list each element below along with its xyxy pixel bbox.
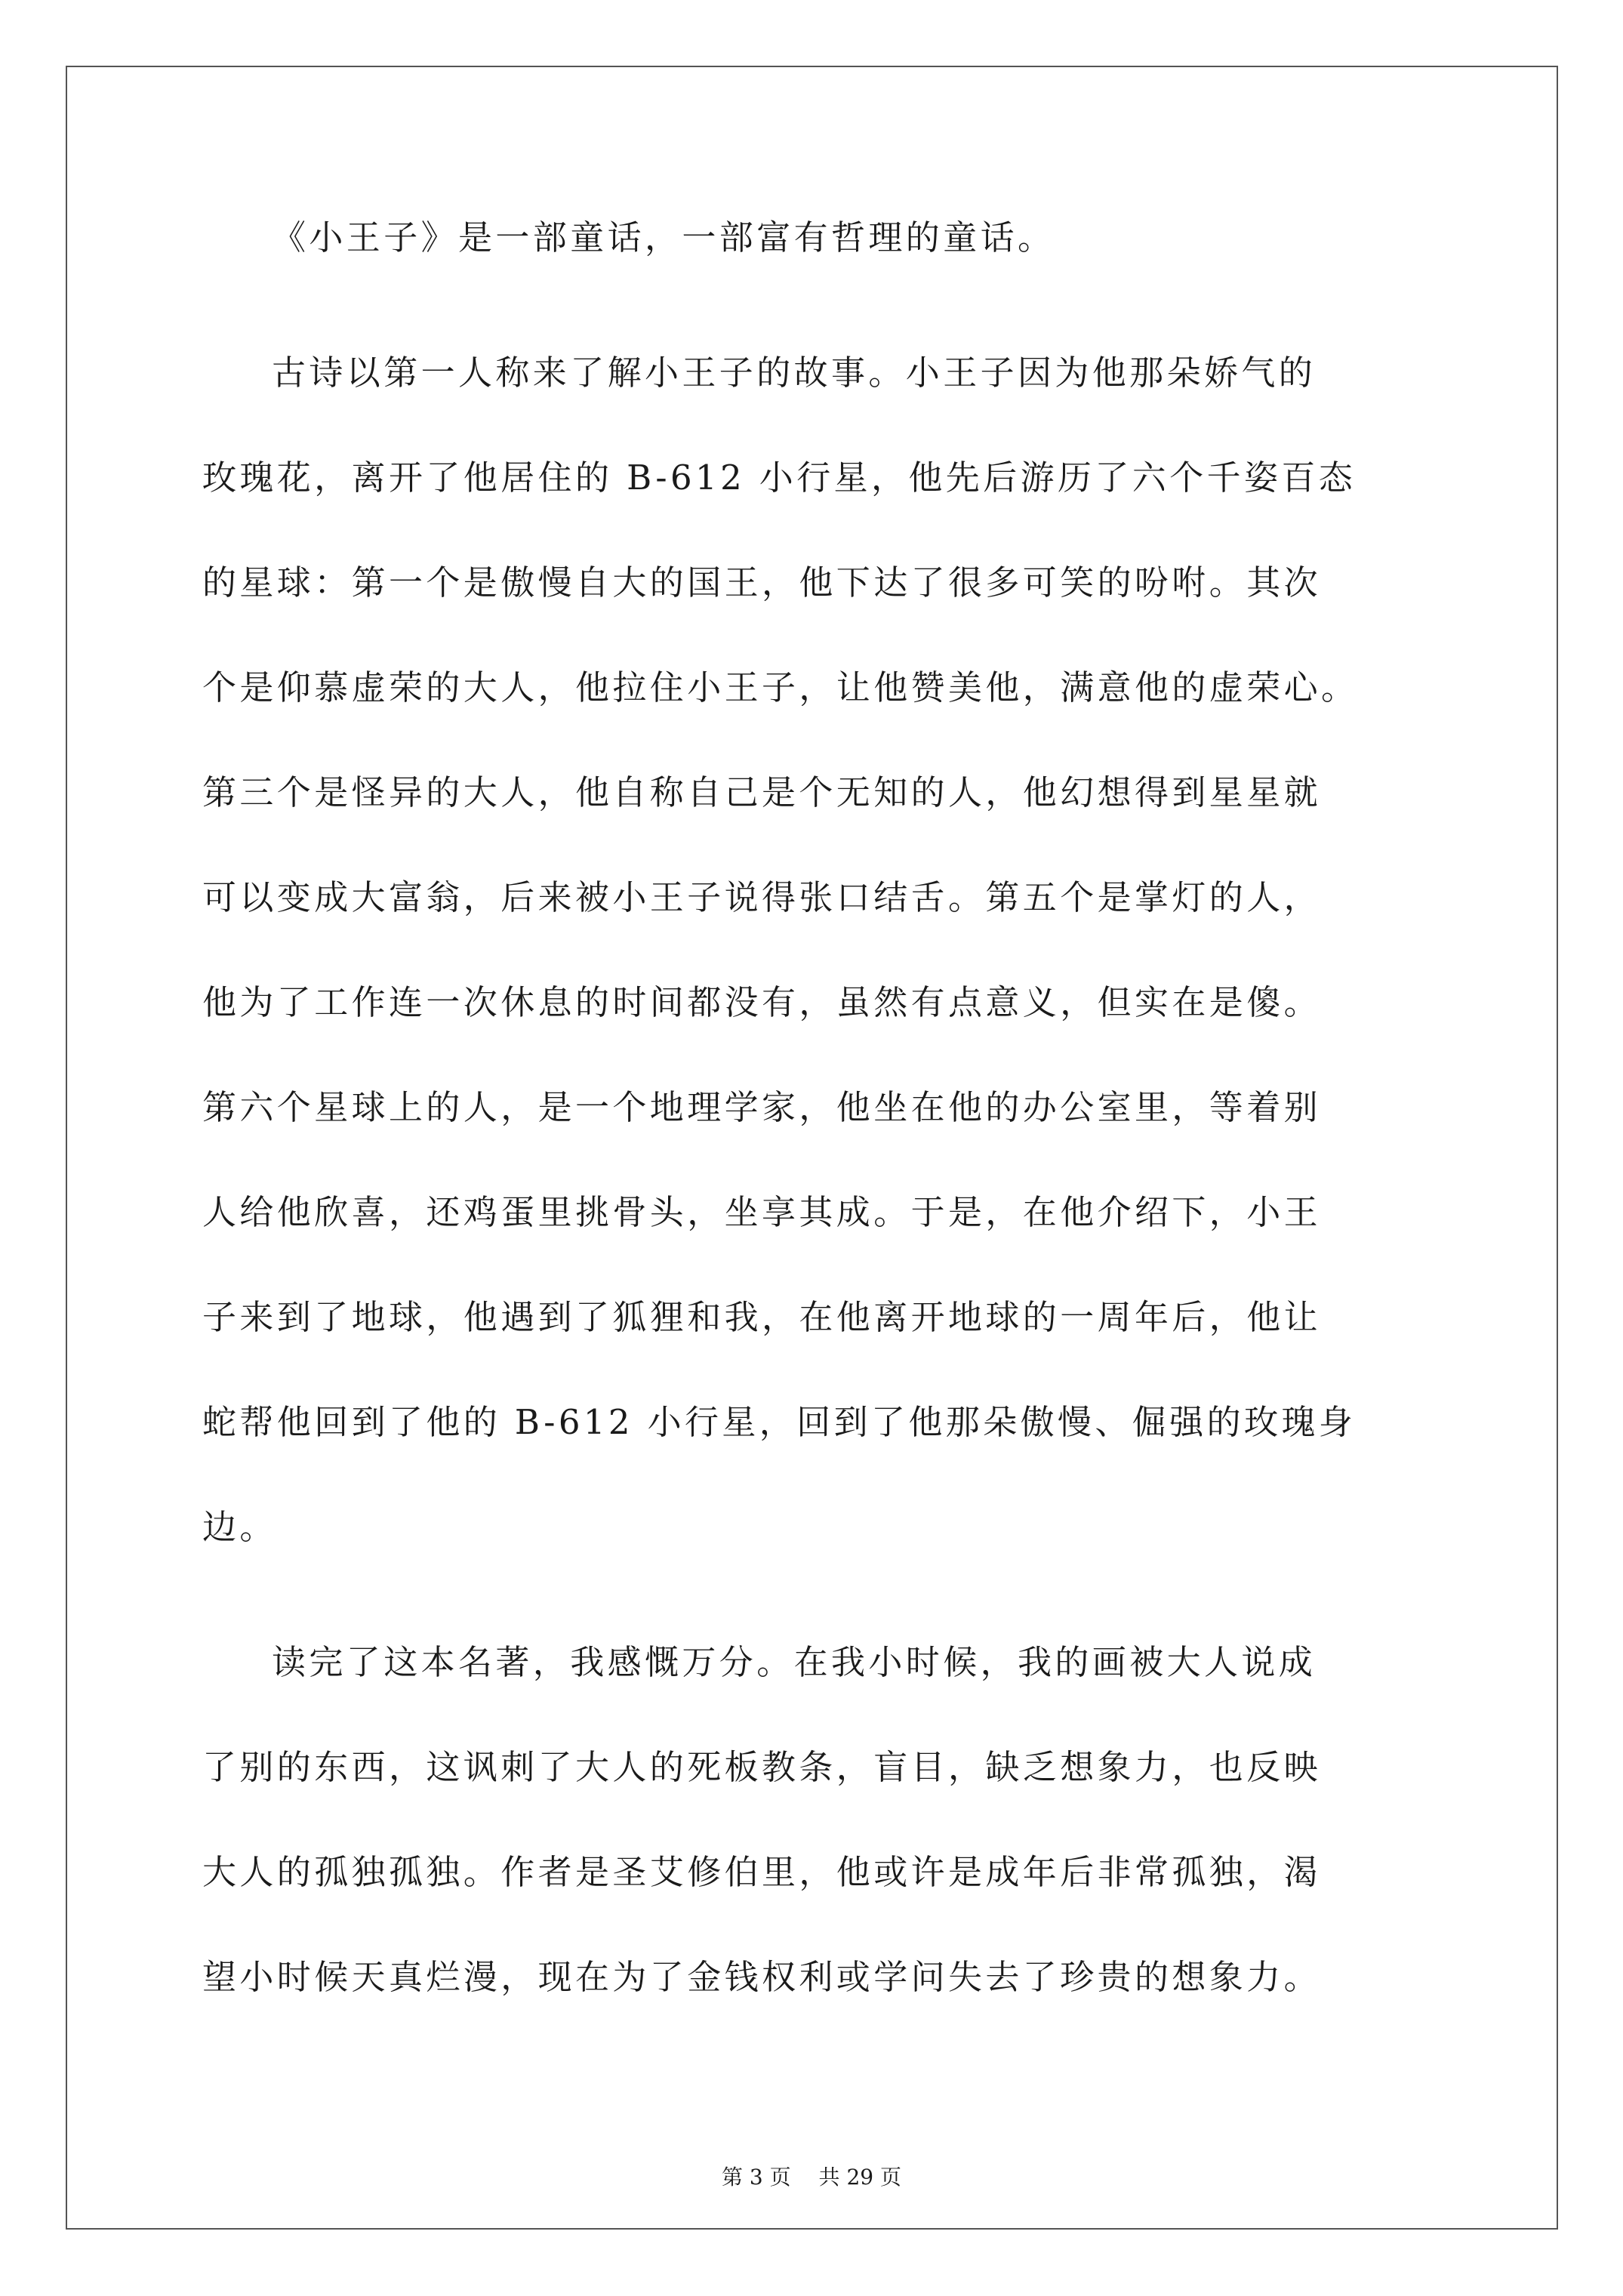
paragraph-2-line-7: 他为了工作连一次休息的时间都没有，虽然有点意义，但实在是傻。 xyxy=(202,982,1322,1022)
paragraph-3-line-1: 读完了这本名著，我感慨万分。在我小时候，我的画被大人说成 xyxy=(272,1642,1317,1682)
paragraph-2-line-2: 玫瑰花，离开了他居住的 B-612 小行星，他先后游历了六个千姿百态 xyxy=(202,458,1357,498)
paragraph-2-line-12: 边。 xyxy=(202,1507,277,1547)
paragraph-2-line-11: 蛇帮他回到了他的 B-612 小行星，回到了他那朵傲慢、倔强的玫瑰身 xyxy=(202,1402,1357,1442)
page-footer xyxy=(0,2161,1623,2191)
paragraph-2-line-10: 子来到了地球，他遇到了狐狸和我，在他离开地球的一周年后，他让 xyxy=(202,1297,1322,1337)
paragraph-2-line-3: 的星球：第一个是傲慢自大的国王，他下达了很多可笑的吩咐。其次 xyxy=(202,562,1322,603)
paragraph-2-line-5: 第三个是怪异的大人，他自称自己是个无知的人，他幻想得到星星就 xyxy=(202,772,1322,812)
paragraph-1-line-1: 《小王子》是一部童话，一部富有哲理的童话。 xyxy=(272,217,1055,257)
paragraph-2-line-4: 个是仰慕虚荣的大人，他拉住小王子，让他赞美他，满意他的虚荣心。 xyxy=(202,667,1359,707)
paragraph-2-line-8: 第六个星球上的人，是一个地理学家，他坐在他的办公室里，等着别 xyxy=(202,1087,1322,1127)
total-pages: 共 29 页 xyxy=(818,2165,901,2190)
paragraph-3-line-3: 大人的孤独孤独。作者是圣艾修伯里，他或许是成年后非常孤独，渴 xyxy=(202,1852,1322,1892)
page-number: 第 3 页 xyxy=(722,2165,791,2190)
paragraph-2-line-9: 人给他欣喜，还鸡蛋里挑骨头，坐享其成。于是，在他介绍下，小王 xyxy=(202,1192,1322,1232)
document-body xyxy=(202,185,1425,2029)
paragraph-2-line-6: 可以变成大富翁，后来被小王子说得张口结舌。第五个是掌灯的人， xyxy=(202,877,1322,917)
paragraph-3-line-2: 了别的东西，这讽刺了大人的死板教条，盲目，缺乏想象力，也反映 xyxy=(202,1747,1322,1787)
paragraph-2-line-1: 古诗以第一人称来了解小王子的故事。小王子因为他那朵娇气的 xyxy=(272,353,1317,393)
paragraph-3-line-4: 望小时候天真烂漫，现在为了金钱权利或学问失去了珍贵的想象力。 xyxy=(202,1957,1322,1997)
